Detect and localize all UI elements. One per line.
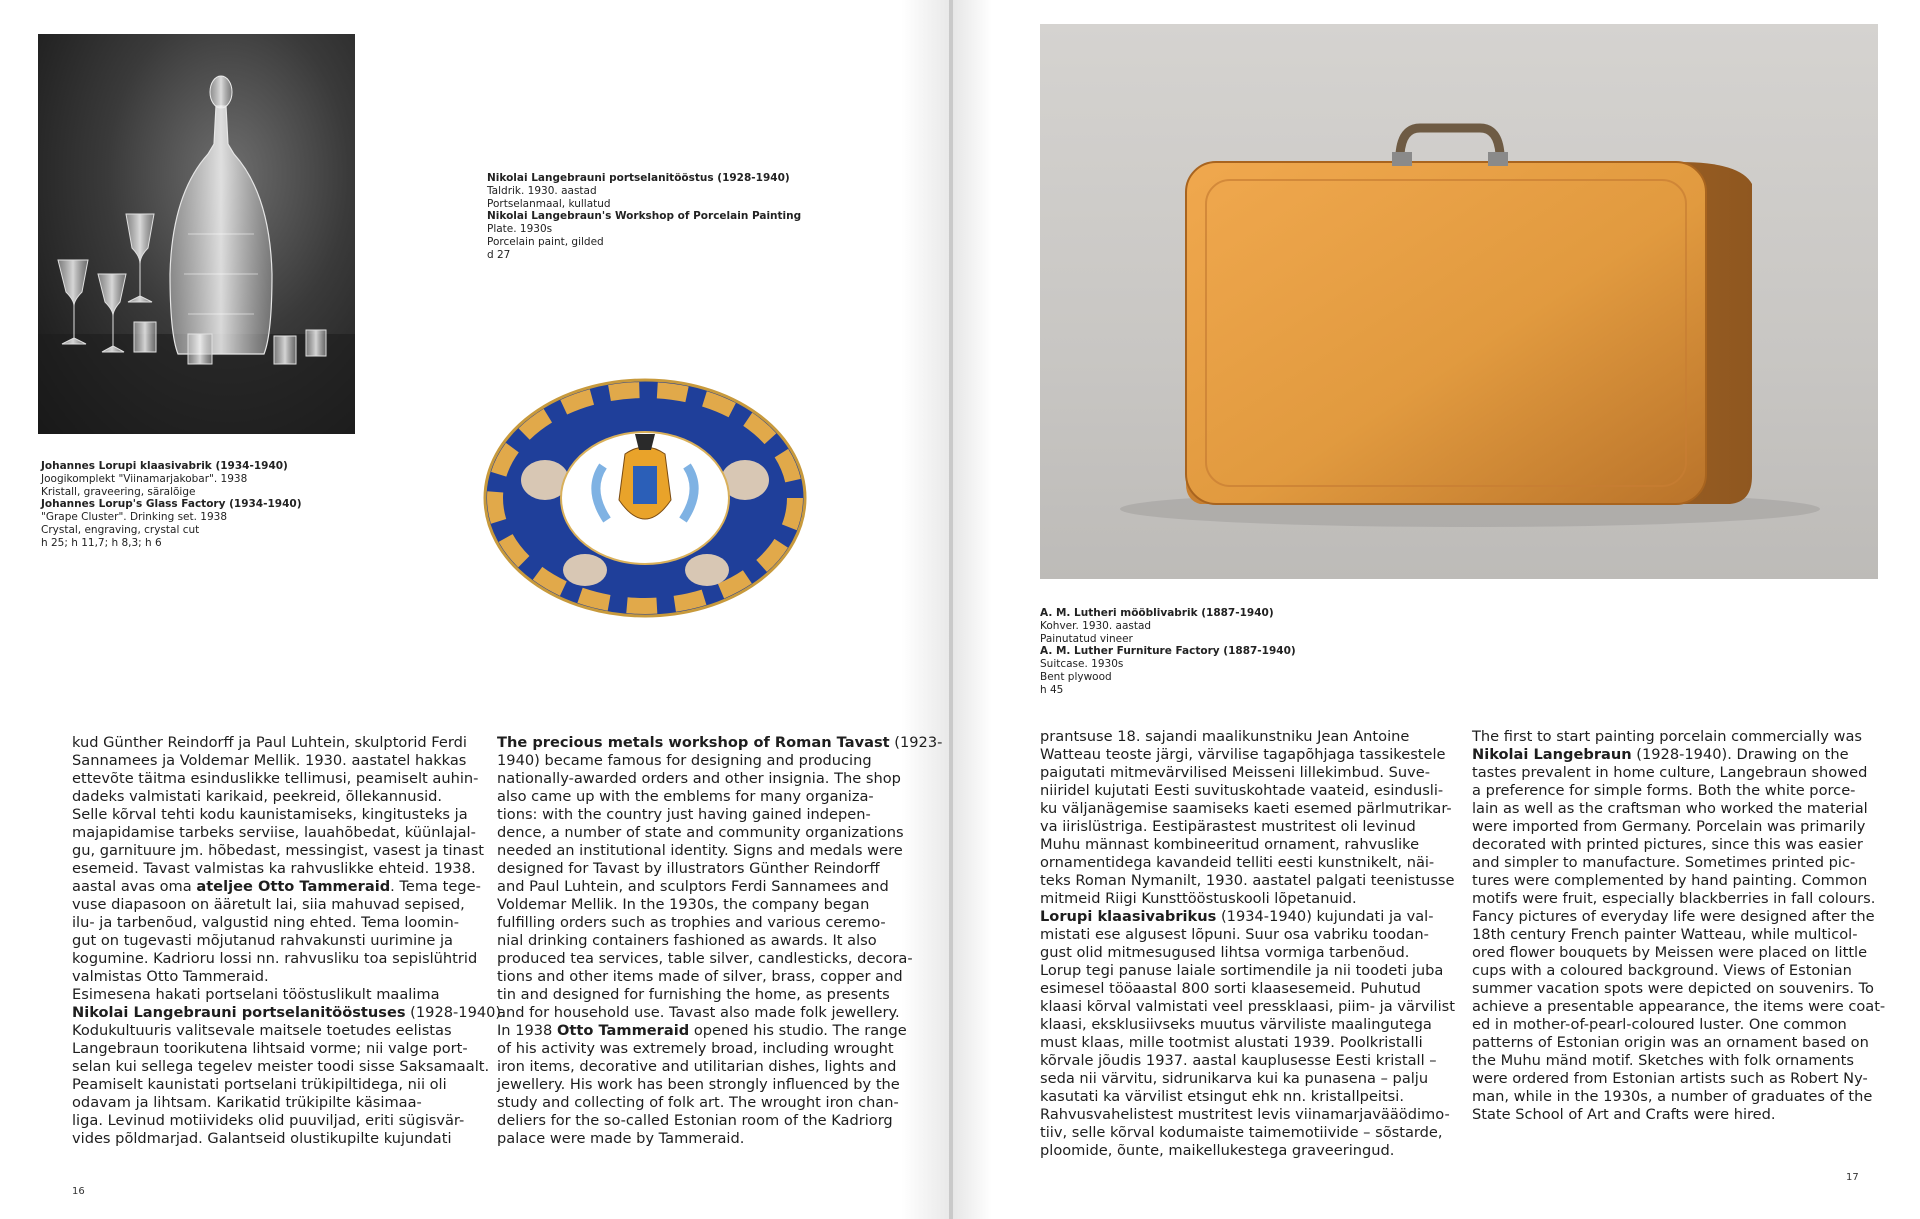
text-line xyxy=(72,860,506,878)
text-run: . Tema tege- xyxy=(390,878,481,895)
text-line xyxy=(1040,746,1455,764)
right-page xyxy=(953,0,1920,1219)
text-line xyxy=(1472,800,1885,818)
text-run: ilu- ja tarbenõud, valgustid ning ehted. Tema loomin- xyxy=(72,914,460,931)
text-line xyxy=(497,1040,942,1058)
text-line xyxy=(1040,1088,1455,1106)
text-line xyxy=(72,1022,506,1040)
text-run: Watteau teoste järgi, värvilise tagapõhjaga tassikestele xyxy=(1040,746,1446,763)
caption-line: Plate. 1930s xyxy=(487,223,553,236)
text-run: gust olid mitmesugused lihtsa vormiga tarbenõud. xyxy=(1040,944,1410,961)
text-line xyxy=(1040,800,1455,818)
caption-line: Portselanmaal, kullatud xyxy=(487,197,611,210)
text-run: seda nii värvitu, sidrunikarva kui ka punasena – palju xyxy=(1040,1070,1429,1087)
text-run: The first to start painting porcelain commercially was xyxy=(1472,728,1863,745)
text-run: (1934-1940) kujundati ja val- xyxy=(1216,908,1434,925)
text-run: must klaas, mille tootmist alustati 1939. Poolkristalli xyxy=(1040,1034,1423,1051)
text-run: and simpler to manufacture. Sometimes printed pic- xyxy=(1472,854,1856,871)
text-run: the Muhu mänd motif. Sketches with folk ornaments xyxy=(1472,1052,1854,1069)
text-run: Voldemar Mellik. In the 1930s, the company began xyxy=(497,896,870,913)
text-run: achieve a presentable appearance, the items were coat- xyxy=(1472,998,1886,1015)
left-page xyxy=(0,0,949,1219)
text-run: Muhu männast kombineeritud ornament, rahvuslike xyxy=(1040,836,1420,853)
text-line xyxy=(497,1058,942,1076)
page-number-left: 16 xyxy=(72,1186,85,1197)
text-run: tiiv, selle kõrval kodumaiste taimemotiivide – sõstarde, xyxy=(1040,1124,1443,1141)
text-line xyxy=(497,950,942,968)
text-line xyxy=(72,1004,506,1022)
text-run: odavam ja lihtsam. Karikatid trükipilte käsimaa- xyxy=(72,1094,422,1111)
text-line xyxy=(1472,1106,1885,1124)
text-line xyxy=(1040,1052,1455,1070)
caption-line: Nikolai Langebrauni portselanitööstus (1928-1940) xyxy=(487,172,790,184)
text-run: gut on tugevasti mõjutanud rahvakunsti uurimine ja xyxy=(72,932,453,949)
text-line xyxy=(1472,1016,1885,1034)
text-run: man, while in the 1930s, a number of graduates of the xyxy=(1472,1088,1873,1105)
text-line xyxy=(1040,854,1455,872)
text-line xyxy=(1472,728,1885,746)
glass-set-caption xyxy=(41,460,302,550)
text-run: tions and other items made of silver, brass, copper and xyxy=(497,968,903,985)
left-column-estonian xyxy=(72,734,506,1148)
text-line xyxy=(1040,980,1455,998)
caption-line: Suitcase. 1930s xyxy=(1040,658,1124,671)
porcelain-plate-photo xyxy=(475,370,815,640)
text-run: klaasi kõrval valmistati veel pressklaasi, piim- ja värvilist xyxy=(1040,998,1455,1015)
text-line xyxy=(497,914,942,932)
text-run: nationally-awarded orders and other insignia. The shop xyxy=(497,770,901,787)
caption-line: A. M. Luther Furniture Factory (1887-1940) xyxy=(1040,645,1296,658)
text-line xyxy=(497,1112,942,1130)
text-run: kasutati ka värvilist etsingut ehk nn. kristallpeitsi. xyxy=(1040,1088,1404,1105)
page-number-right: 17 xyxy=(1846,1172,1859,1183)
text-line xyxy=(1040,1142,1455,1160)
text-run: 18th century French painter Watteau, while multicol- xyxy=(1472,926,1858,943)
text-run: majapidamise tarbeks serviise, lauahõbedat, küünlajal- xyxy=(72,824,476,841)
glass-drinking-set-photo xyxy=(38,34,355,434)
text-line xyxy=(1040,818,1455,836)
text-run: tastes prevalent in home culture, Langebraun showed xyxy=(1472,764,1868,781)
text-line xyxy=(497,824,942,842)
text-run: ettevõte täitma esinduslikke tellimusi, peamiselt auhin- xyxy=(72,770,479,787)
text-line xyxy=(72,878,506,896)
text-run: and Paul Luhtein, and sculptors Ferdi Sannamees and xyxy=(497,878,889,895)
text-run: dadeks valmistati karikaid, peekreid, õllekannusid. xyxy=(72,788,443,805)
text-line xyxy=(1472,872,1885,890)
text-run: also came up with the emblems for many organiza- xyxy=(497,788,874,805)
text-run: tures were complemented by hand painting. Common xyxy=(1472,872,1868,889)
caption-line: Painutatud vineer xyxy=(1040,632,1133,645)
text-run: (1923- xyxy=(889,734,943,751)
text-run: Esimesena hakati portselani tööstuslikult maalima xyxy=(72,986,440,1003)
text-run: fulfilling orders such as trophies and various ceremo- xyxy=(497,914,886,931)
text-run-bold: Nikolai Langebrauni portselanitööstuses xyxy=(72,1004,406,1021)
text-line xyxy=(497,770,942,788)
text-run: selan kui sellega tegelev meister toodi sisse Saksamaalt. xyxy=(72,1058,490,1075)
text-line xyxy=(1040,764,1455,782)
text-run: va iirislüstriga. Eestipärastest mustritest oli levinud xyxy=(1040,818,1416,835)
text-run: liga. Levinud motiivideks olid puuviljad, eriti sügisvär- xyxy=(72,1112,465,1129)
text-run: In 1938 xyxy=(497,1022,557,1039)
caption-line: "Grape Cluster". Drinking set. 1938 xyxy=(41,511,228,524)
text-line xyxy=(1472,746,1885,764)
text-line xyxy=(1472,764,1885,782)
text-run: jewellery. His work has been strongly influenced by the xyxy=(497,1076,900,1093)
caption-line: A. M. Lutheri mööblivabrik (1887-1940) xyxy=(1040,607,1274,619)
text-line xyxy=(72,1112,506,1130)
text-line xyxy=(1040,782,1455,800)
text-line xyxy=(72,806,506,824)
text-run: and for household use. Tavast also made folk jewellery. xyxy=(497,1004,900,1021)
text-line xyxy=(72,914,506,932)
text-run: esemeid. Tavast valmistas ka rahvuslikke ehteid. 1938. xyxy=(72,860,476,877)
text-line xyxy=(72,788,506,806)
text-line xyxy=(1472,944,1885,962)
text-line xyxy=(497,932,942,950)
text-line xyxy=(1472,818,1885,836)
text-run-bold: Nikolai Langebraun xyxy=(1472,746,1632,763)
text-line xyxy=(1040,836,1455,854)
right-column-estonian xyxy=(1040,728,1455,1160)
text-line xyxy=(497,1022,942,1040)
text-line xyxy=(1040,926,1455,944)
text-run: kõrvale jõudis 1937. aastal kauplusesse Eesti kristall – xyxy=(1040,1052,1437,1069)
text-line xyxy=(1472,998,1885,1016)
text-run: mistati ese algusest lõpuni. Suur osa vabriku toodan- xyxy=(1040,926,1429,943)
caption-line: Johannes Lorupi klaasivabrik (1934-1940) xyxy=(41,460,288,472)
text-run: ed in mother-of-pearl-coloured luster. One common xyxy=(1472,1016,1847,1033)
text-run-bold: The precious metals workshop of Roman Tavast xyxy=(497,734,890,751)
text-line xyxy=(1040,872,1455,890)
text-line xyxy=(1040,962,1455,980)
text-line xyxy=(1472,1070,1885,1088)
text-line xyxy=(497,734,942,752)
text-line xyxy=(1040,728,1455,746)
text-run: vuse diapasoon on ääretult lai, siia mahuvad sepised, xyxy=(72,896,465,913)
bent-plywood-suitcase-illustration xyxy=(1040,24,1878,579)
caption-line: Crystal, engraving, crystal cut xyxy=(41,523,200,536)
text-line xyxy=(497,842,942,860)
text-run: nial drinking containers fashioned as awards. It also xyxy=(497,932,877,949)
plate-caption xyxy=(487,172,801,262)
caption-line: Porcelain paint, gilded xyxy=(487,235,604,248)
text-run: designed for Tavast by illustrators Günther Reindorff xyxy=(497,860,880,877)
crystal-decanter-illustration xyxy=(38,34,355,434)
text-line xyxy=(72,824,506,842)
text-line xyxy=(1472,962,1885,980)
text-line xyxy=(72,932,506,950)
text-run: Kodukultuuris valitsevale maitsele toetudes eelistas xyxy=(72,1022,452,1039)
caption-line: h 25; h 11,7; h 8,3; h 6 xyxy=(41,536,162,549)
text-line xyxy=(72,1040,506,1058)
text-line xyxy=(497,860,942,878)
text-run-bold: Otto Tammeraid xyxy=(556,1022,690,1039)
text-run: produced tea services, table silver, candlesticks, decora- xyxy=(497,950,913,967)
text-line xyxy=(1472,1052,1885,1070)
text-run: Sannamees ja Voldemar Mellik. 1930. aastatel hakkas xyxy=(72,752,467,769)
text-line xyxy=(1040,1016,1455,1034)
text-line xyxy=(497,1004,942,1022)
text-run: ornamentidega kavandeid telliti eesti kunstnikelt, näi- xyxy=(1040,854,1435,871)
text-line xyxy=(72,1058,506,1076)
text-run: lain as well as the craftsman who worked the material xyxy=(1472,800,1868,817)
text-run: ored flower bouquets by Meissen were placed on little xyxy=(1472,944,1868,961)
text-run: tin and designed for furnishing the home, as presents xyxy=(497,986,890,1003)
left-column-english xyxy=(497,734,942,1148)
text-line xyxy=(1040,998,1455,1016)
text-line xyxy=(1040,890,1455,908)
caption-line: Johannes Lorup's Glass Factory (1934-1940) xyxy=(41,498,302,511)
text-line xyxy=(497,752,942,770)
text-line xyxy=(1040,944,1455,962)
text-run: Langebraun toorikutena lihtsaid vorme; nii valge port- xyxy=(72,1040,468,1057)
text-run: study and collecting of folk art. The wrought iron chan- xyxy=(497,1094,899,1111)
text-run: of his activity was extremely broad, including wrought xyxy=(497,1040,894,1057)
text-line xyxy=(1472,908,1885,926)
text-line xyxy=(72,752,506,770)
text-line xyxy=(72,986,506,1004)
suitcase-caption xyxy=(1040,607,1296,697)
text-run: vides põldmarjad. Galantseid olustikupilte kujundati xyxy=(72,1130,452,1147)
text-run: prantsuse 18. sajandi maalikunstniku Jean Antoine xyxy=(1040,728,1410,745)
text-line xyxy=(1472,854,1885,872)
caption-line: Nikolai Langebraun's Workshop of Porcelain Painting xyxy=(487,210,802,223)
text-line xyxy=(1472,980,1885,998)
text-run: patterns of Estonian origin was an ornament based on xyxy=(1472,1034,1869,1051)
text-line xyxy=(1040,1106,1455,1124)
text-line xyxy=(1040,1070,1455,1088)
text-line xyxy=(497,896,942,914)
text-line xyxy=(1472,782,1885,800)
text-run: were imported from Germany. Porcelain was primarily xyxy=(1472,818,1866,835)
text-run: mitmeid Riigi Kunsttööstuskooli lõpetanuid. xyxy=(1040,890,1357,907)
text-line xyxy=(497,788,942,806)
text-line xyxy=(497,806,942,824)
text-line xyxy=(72,896,506,914)
text-run: decorated with printed pictures, since this was easier xyxy=(1472,836,1863,853)
text-run: aastal avas oma xyxy=(72,878,197,895)
text-run: teks Roman Nymanilt, 1930. aastatel palgati teenistusse xyxy=(1040,872,1455,889)
text-run: tions: with the country just having gained indepen- xyxy=(497,806,871,823)
text-run: Lorup tegi panuse laiale sortimendile ja nii toodeti juba xyxy=(1040,962,1444,979)
text-run: kogumine. Kadrioru lossi nn. rahvusliku toa sepislühtrid xyxy=(72,950,478,967)
text-run: 1940) became famous for designing and producing xyxy=(497,752,872,769)
text-run: were ordered from Estonian artists such as Robert Ny- xyxy=(1472,1070,1868,1087)
text-run: ku väljanägemise saamiseks kaeti esemed pärlmutrikar- xyxy=(1040,800,1452,817)
caption-line: Kohver. 1930. aastad xyxy=(1040,619,1152,632)
text-line xyxy=(1040,1124,1455,1142)
text-run-bold: ateljee Otto Tammeraid xyxy=(196,878,391,895)
text-line xyxy=(497,1076,942,1094)
text-run: kud Günther Reindorff ja Paul Luhtein, skulptorid Ferdi xyxy=(72,734,467,751)
text-line xyxy=(1472,890,1885,908)
text-run: needed an institutional identity. Signs and medals were xyxy=(497,842,903,859)
text-run: esimesel tööaastal 800 sorti klaasesemeid. Puhutud xyxy=(1040,980,1421,997)
text-run: opened his studio. The range xyxy=(689,1022,907,1039)
text-run: Peamiselt kaunistati portselani trükipiltidega, nii oli xyxy=(72,1076,447,1093)
text-line xyxy=(497,1094,942,1112)
text-run: iron items, decorative and utilitarian dishes, lights and xyxy=(497,1058,897,1075)
text-run: (1928-1940). xyxy=(405,1004,506,1021)
caption-line: Taldrik. 1930. aastad xyxy=(487,184,597,197)
text-run: a preference for simple forms. Both the white porce- xyxy=(1472,782,1856,799)
text-line xyxy=(72,1094,506,1112)
text-line xyxy=(497,1130,942,1148)
text-run: ploomide, õunte, maikellukestega graveeringud. xyxy=(1040,1142,1395,1159)
text-line xyxy=(1472,836,1885,854)
text-run: Fancy pictures of everyday life were designed after the xyxy=(1472,908,1875,925)
suitcase-photo xyxy=(1040,24,1878,579)
porcelain-plate-illustration xyxy=(475,370,815,640)
caption-line: Bent plywood xyxy=(1040,670,1112,683)
text-run: paigutati mitmevärvilised Meisseni lillekimbud. Suve- xyxy=(1040,764,1431,781)
text-line xyxy=(497,968,942,986)
text-line xyxy=(1472,926,1885,944)
text-line xyxy=(72,1130,506,1148)
text-line xyxy=(497,986,942,1004)
text-run: cups with a coloured background. Views of Estonian xyxy=(1472,962,1852,979)
caption-line: d 27 xyxy=(487,248,511,261)
text-run: niiridel kujutati Eesti suvituskohtade vaateid, esindusli- xyxy=(1040,782,1444,799)
text-line xyxy=(72,1076,506,1094)
text-line xyxy=(1040,908,1455,926)
text-run-bold: Lorupi klaasivabrikus xyxy=(1040,908,1217,925)
text-run: valmistas Otto Tammeraid. xyxy=(72,968,269,985)
text-line xyxy=(497,878,942,896)
text-line xyxy=(72,770,506,788)
text-run: summer vacation spots were depicted on souvenirs. To xyxy=(1472,980,1874,997)
text-run: motifs were fruit, especially blackberries in fall colours. xyxy=(1472,890,1876,907)
text-run: State School of Art and Crafts were hired. xyxy=(1472,1106,1776,1123)
text-run: gu, garnituure jm. hõbedast, messingist, vasest ja tinast xyxy=(72,842,485,859)
text-run: deliers for the so-called Estonian room of the Kadriorg xyxy=(497,1112,893,1129)
text-run: (1928-1940). Drawing on the xyxy=(1631,746,1849,763)
text-run: klaasi, eksklusiivseks muutus värviliste maalingutega xyxy=(1040,1016,1432,1033)
text-line xyxy=(1472,1088,1885,1106)
text-run: Rahvusvahelistest mustritest levis viinamarjavääödimo- xyxy=(1040,1106,1450,1123)
text-line xyxy=(72,968,506,986)
text-run: palace were made by Tammeraid. xyxy=(497,1130,745,1147)
text-run: Selle kõrval tehti kodu kaunistamiseks, kingitusteks ja xyxy=(72,806,468,823)
caption-line: Joogikomplekt "Viinamarjakobar". 1938 xyxy=(41,472,248,485)
text-line xyxy=(1472,1034,1885,1052)
caption-line: Kristall, graveering, säralõige xyxy=(41,485,196,498)
text-line xyxy=(72,950,506,968)
text-line xyxy=(72,842,506,860)
text-line xyxy=(72,734,506,752)
text-run: dence, a number of state and community organizations xyxy=(497,824,904,841)
caption-line: h 45 xyxy=(1040,683,1064,696)
text-line xyxy=(1040,1034,1455,1052)
right-column-english xyxy=(1472,728,1885,1124)
